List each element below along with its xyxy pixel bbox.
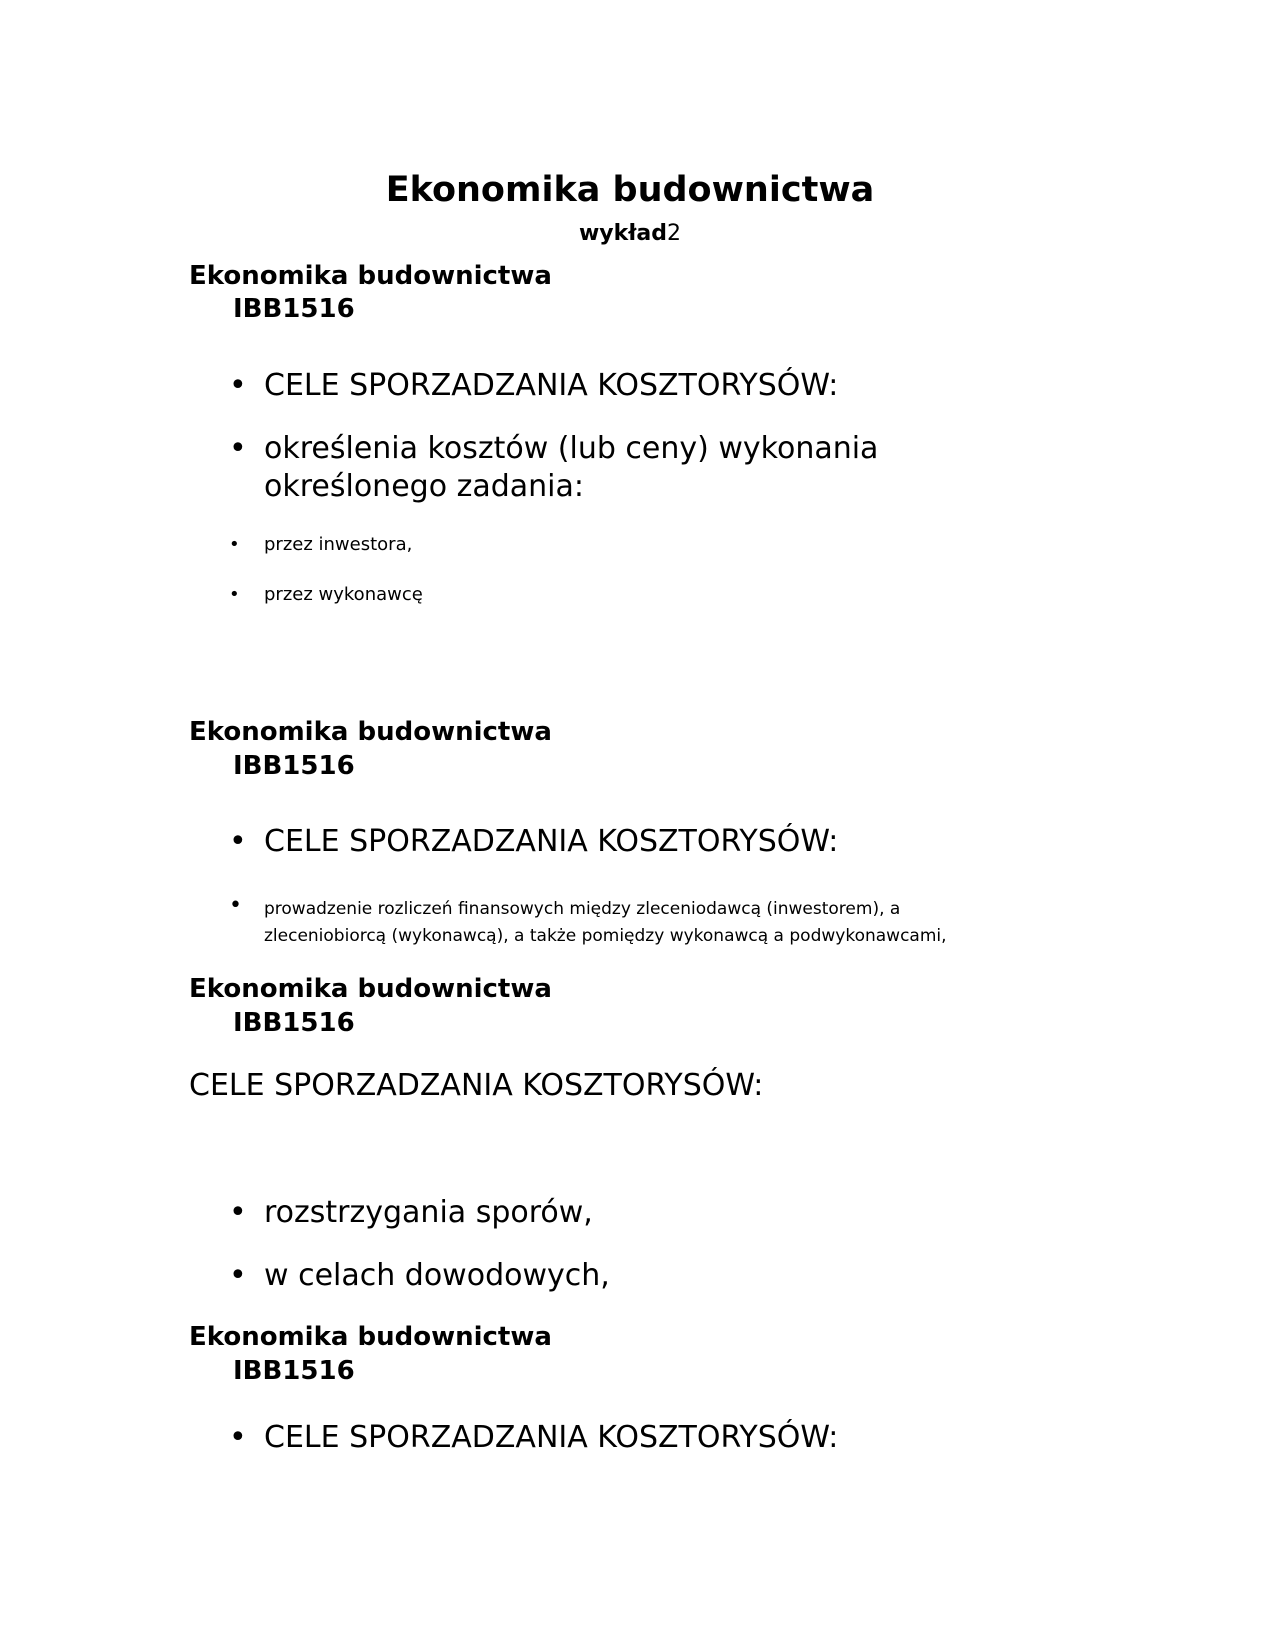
- document-subtitle: [0, 221, 1260, 247]
- list-item-text: zleceniobiorcą (wykonawcą), a także pomiędzy wykonawcą a podwykonawcami,: [264, 926, 947, 946]
- list-item: [0, 583, 1275, 607]
- list-item: [0, 893, 1275, 923]
- bullet-icon: •: [229, 1258, 247, 1293]
- list-item: [0, 533, 1275, 557]
- section-title: Ekonomika budownictwa: [189, 261, 552, 291]
- bullet-icon: •: [229, 368, 247, 403]
- list-item-text: prowadzenie rozliczeń finansowych między zleceniodawcą (inwestorem), a: [264, 899, 901, 919]
- section-title: Ekonomika budownictwa: [189, 1322, 552, 1352]
- list-item-continuation: [0, 923, 1275, 950]
- list-item-text: przez inwestora,: [264, 534, 413, 555]
- list-item-text: określonego zadania:: [264, 469, 584, 504]
- subtitle-label: wykład: [578, 221, 668, 246]
- subtitle-number: 2: [667, 221, 682, 246]
- list-item: [0, 430, 1275, 468]
- list-item: [0, 823, 1275, 861]
- section-code: IBB1516: [233, 1008, 355, 1038]
- section-title: Ekonomika budownictwa: [189, 974, 552, 1004]
- document-title: Ekonomika budownictwa: [385, 170, 875, 210]
- bullet-icon: •: [229, 1195, 247, 1230]
- bullet-icon: •: [229, 534, 240, 555]
- list-item: [0, 1419, 1275, 1457]
- list-item: [0, 1194, 1275, 1232]
- list-item: [0, 1257, 1275, 1295]
- bullet-icon: •: [229, 431, 247, 466]
- bullet-icon: •: [229, 1420, 247, 1455]
- list-item-text: w celach dowodowych,: [264, 1258, 610, 1293]
- section-code: IBB1516: [233, 751, 355, 781]
- section-heading: CELE SPORZADZANIA KOSZTORYSÓW:: [189, 1068, 764, 1103]
- section-title: Ekonomika budownictwa: [189, 717, 552, 747]
- list-item-text: określenia kosztów (lub ceny) wykonania: [264, 431, 879, 466]
- bullet-icon: •: [229, 584, 240, 605]
- list-item-text: CELE SPORZADZANIA KOSZTORYSÓW:: [264, 1420, 839, 1455]
- list-item-text: CELE SPORZADZANIA KOSZTORYSÓW:: [264, 368, 839, 403]
- list-item-text: CELE SPORZADZANIA KOSZTORYSÓW:: [264, 824, 839, 859]
- section-code: IBB1516: [233, 294, 355, 324]
- section-code: IBB1516: [233, 1356, 355, 1386]
- bullet-icon: •: [229, 893, 242, 918]
- list-item-text: przez wykonawcę: [264, 584, 423, 605]
- list-item: [0, 367, 1275, 405]
- list-item-text: rozstrzygania sporów,: [264, 1195, 593, 1230]
- bullet-icon: •: [229, 824, 247, 859]
- list-item-continuation: [0, 468, 1275, 506]
